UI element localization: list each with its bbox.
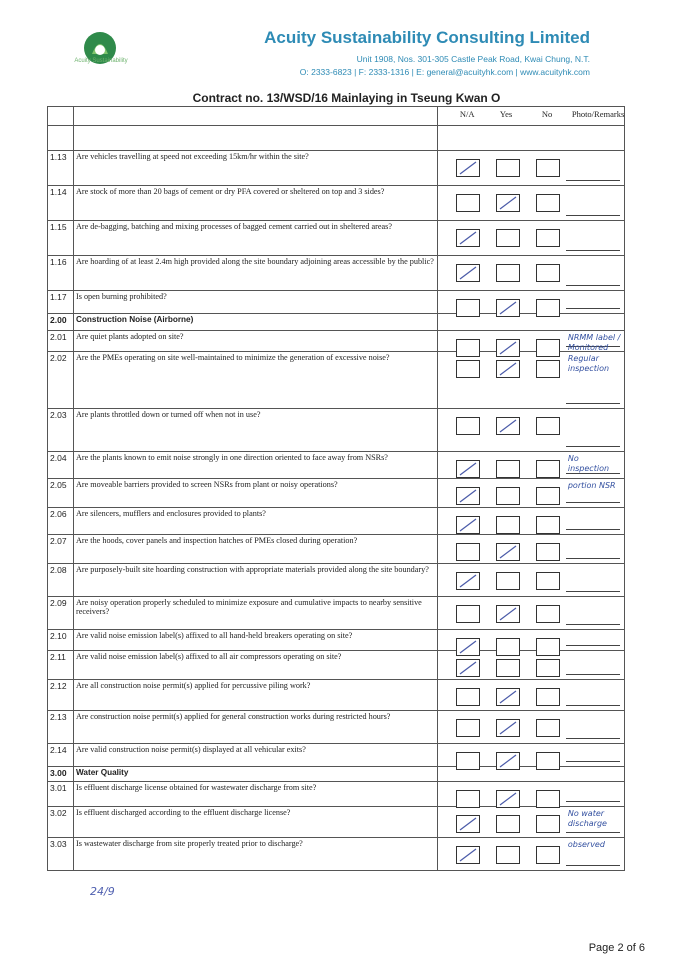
checkbox-yes[interactable]: [496, 719, 520, 737]
item-question: Construction Noise (Airborne): [73, 314, 437, 331]
item-answers: [437, 151, 624, 186]
header-yes: Yes: [499, 109, 513, 119]
remark-text: Regular inspection: [567, 354, 610, 373]
checkbox-yes[interactable]: [496, 417, 520, 435]
table-row: [48, 352, 625, 409]
item-question: Are plants throttled down or turned off when not in use?: [73, 409, 437, 452]
table-row: [48, 314, 625, 331]
item-question: Are the PMEs operating on site well-maintained to minimize the generation of excessive noise?: [73, 352, 437, 409]
remark-line: [566, 446, 620, 447]
header-number: [48, 107, 74, 126]
remark-line: [566, 674, 620, 675]
item-question: Water Quality: [73, 767, 437, 782]
remark-line: [566, 529, 620, 530]
item-question: Are noisy operation properly scheduled to minimize exposure and cumulative impacts to nearby sensitive receivers?: [73, 597, 437, 630]
table-row: [48, 535, 625, 564]
header-na: N/A: [459, 109, 475, 119]
table-row: [48, 767, 625, 782]
remark-line: [566, 403, 620, 404]
item-number: 3.00: [48, 767, 74, 782]
table-row: [48, 651, 625, 680]
item-question: Is open burning prohibited?: [73, 291, 437, 314]
remark-text: No inspection: [567, 454, 610, 473]
item-answers: [437, 331, 624, 352]
checkbox-na[interactable]: [456, 159, 480, 177]
remark-text: No water discharge: [567, 809, 607, 828]
checkbox-yes[interactable]: [496, 516, 520, 534]
checkbox-no[interactable]: [536, 194, 560, 212]
table-row: [48, 409, 625, 452]
table-row: [48, 151, 625, 186]
checkbox-na[interactable]: [456, 543, 480, 561]
checkbox-no[interactable]: [536, 846, 560, 864]
item-number: 1.14: [48, 186, 74, 221]
remark-line: [566, 865, 620, 866]
table-row: [48, 744, 625, 767]
item-number: 2.05: [48, 479, 74, 508]
item-answers: [437, 782, 624, 807]
checkbox-yes[interactable]: [496, 659, 520, 677]
checkbox-yes[interactable]: [496, 229, 520, 247]
item-question: Are hoarding of at least 2.4m high provided along the site boundary adjoining areas accessible by the public?: [73, 256, 437, 291]
item-number: 2.08: [48, 564, 74, 597]
checkbox-na[interactable]: [456, 719, 480, 737]
checkbox-na[interactable]: [456, 194, 480, 212]
table-row: [48, 256, 625, 291]
item-answers: [437, 597, 624, 630]
checkbox-na[interactable]: [456, 790, 480, 808]
item-number: 2.09: [48, 597, 74, 630]
page-number: Page 2 of 6: [588, 942, 645, 954]
remark-text: portion NSR: [567, 481, 616, 490]
table-row: [48, 508, 625, 535]
checkbox-yes[interactable]: [496, 815, 520, 833]
remark-line: [566, 180, 620, 181]
remark-text: NRMM label / Monitored: [567, 333, 621, 352]
remark-text: observed: [567, 840, 605, 849]
table-row: [48, 452, 625, 479]
remark-line: [566, 558, 620, 559]
item-answers: [437, 314, 624, 331]
checkbox-na[interactable]: [456, 229, 480, 247]
checkbox-yes[interactable]: [496, 688, 520, 706]
item-number: 2.03: [48, 409, 74, 452]
checkbox-na[interactable]: [456, 360, 480, 378]
item-answers: [437, 744, 624, 767]
item-number: 2.07: [48, 535, 74, 564]
item-number: 2.00: [48, 314, 74, 331]
item-question: Are valid construction noise permit(s) displayed at all vehicular exits?: [73, 744, 437, 767]
table-row: [48, 807, 625, 838]
checkbox-no[interactable]: [536, 516, 560, 534]
blank-row: [48, 126, 625, 151]
checkbox-yes[interactable]: [496, 159, 520, 177]
checkbox-no[interactable]: [536, 572, 560, 590]
item-number: 3.02: [48, 807, 74, 838]
remark-line: [566, 801, 620, 802]
checkbox-na[interactable]: [456, 688, 480, 706]
table-row: [48, 564, 625, 597]
checkbox-na[interactable]: [456, 264, 480, 282]
checkbox-yes[interactable]: [496, 790, 520, 808]
item-answers: [437, 535, 624, 564]
checkbox-no[interactable]: [536, 159, 560, 177]
item-number: 2.06: [48, 508, 74, 535]
table-row: [48, 291, 625, 314]
checkbox-no[interactable]: [536, 460, 560, 478]
company-contact: O: 2333-6823 | F: 2333-1316 | E: general@acuityhk.com | www.acuityhk.com: [299, 67, 590, 77]
checkbox-na[interactable]: [456, 572, 480, 590]
remark-line: [566, 250, 620, 251]
item-question: Are all construction noise permit(s) applied for percussive piling work?: [73, 680, 437, 711]
item-question: Are construction noise permit(s) applied for general construction works during restricted hours?: [73, 711, 437, 744]
item-answers: [437, 630, 624, 651]
checkbox-no[interactable]: [536, 264, 560, 282]
checkbox-yes[interactable]: [496, 360, 520, 378]
item-answers: [437, 680, 624, 711]
remark-line: [566, 502, 620, 503]
checkbox-na[interactable]: [456, 487, 480, 505]
item-answers: [437, 564, 624, 597]
company-name: Acuity Sustainability Consulting Limited: [264, 28, 590, 47]
item-number: 2.02: [48, 352, 74, 409]
item-question: Are stock of more than 20 bags of cement or dry PFA covered or sheltered on top and 3 sides?: [73, 186, 437, 221]
item-question: Is effluent discharged according to the effluent discharge license?: [73, 807, 437, 838]
table-row: [48, 186, 625, 221]
remark-line: [566, 285, 620, 286]
item-answers: [437, 651, 624, 680]
checkbox-na[interactable]: [456, 516, 480, 534]
checkbox-no[interactable]: [536, 659, 560, 677]
item-answers: [437, 221, 624, 256]
item-answers: [437, 409, 624, 452]
item-answers: [437, 838, 624, 871]
checkbox-yes[interactable]: [496, 846, 520, 864]
checkbox-na[interactable]: [456, 417, 480, 435]
item-number: 1.16: [48, 256, 74, 291]
item-number: 3.03: [48, 838, 74, 871]
checkbox-na[interactable]: [456, 605, 480, 623]
checkbox-yes[interactable]: [496, 487, 520, 505]
checklist-table: [47, 106, 625, 871]
item-question: Are purposely-built site hoarding construction with appropriate materials provided along the site boundary?: [73, 564, 437, 597]
table-row: [48, 680, 625, 711]
item-number: 2.14: [48, 744, 74, 767]
item-number: 1.15: [48, 221, 74, 256]
item-answers: [437, 186, 624, 221]
item-question: Are quiet plants adopted on site?: [73, 331, 437, 352]
item-question: Is wastewater discharge from site properly treated prior to discharge?: [73, 838, 437, 871]
item-number: 2.10: [48, 630, 74, 651]
item-number: 2.01: [48, 331, 74, 352]
remark-line: [566, 308, 620, 309]
table-header-row: [48, 107, 625, 126]
remark-line: [566, 645, 620, 646]
item-answers: [437, 452, 624, 479]
item-question: Are the plants known to emit noise strongly in one direction oriented to face away from NSRs?: [73, 452, 437, 479]
item-answers: [437, 807, 624, 838]
header-remarks: Photo/Remarks: [571, 109, 625, 119]
checkbox-no[interactable]: [536, 719, 560, 737]
remark-line: [566, 705, 620, 706]
remark-line: [566, 624, 620, 625]
checkbox-no[interactable]: [536, 417, 560, 435]
checkbox-yes[interactable]: [496, 264, 520, 282]
table-row: [48, 782, 625, 807]
checkbox-yes[interactable]: [496, 605, 520, 623]
checkbox-no[interactable]: [536, 688, 560, 706]
checkbox-yes[interactable]: [496, 194, 520, 212]
checkbox-no[interactable]: [536, 790, 560, 808]
item-question: Are valid noise emission label(s) affixed to all air compressors operating on site?: [73, 651, 437, 680]
item-answers: [437, 256, 624, 291]
checkbox-na[interactable]: [456, 815, 480, 833]
logo-text: Acuity Sustainability: [74, 58, 128, 64]
item-number: 2.04: [48, 452, 74, 479]
item-answers: [437, 291, 624, 314]
table-row: [48, 711, 625, 744]
checkbox-yes[interactable]: [496, 543, 520, 561]
remark-line: [566, 761, 620, 762]
checkbox-no[interactable]: [536, 229, 560, 247]
header-no: No: [541, 109, 553, 119]
handwritten-date: 24/9: [90, 885, 115, 898]
item-question: Are vehicles travelling at speed not exceeding 15km/hr within the site?: [73, 151, 437, 186]
item-number: 1.13: [48, 151, 74, 186]
item-number: 3.01: [48, 782, 74, 807]
checkbox-yes[interactable]: [496, 572, 520, 590]
company-address: Unit 1908, Nos. 301-305 Castle Peak Road, Kwai Chung, N.T.: [356, 54, 590, 64]
remark-line: [566, 591, 620, 592]
table-row: [48, 597, 625, 630]
table-row: [48, 331, 625, 352]
table-row: [48, 221, 625, 256]
checkbox-no[interactable]: [536, 605, 560, 623]
item-question: Are the hoods, cover panels and inspection hatches of PMEs closed during operation?: [73, 535, 437, 564]
checkbox-no[interactable]: [536, 360, 560, 378]
table-row: [48, 838, 625, 871]
header-answers: [437, 107, 624, 126]
remark-line: [566, 738, 620, 739]
item-answers: [437, 767, 624, 782]
item-number: 2.13: [48, 711, 74, 744]
header-question: [73, 107, 437, 126]
company-logo: [68, 18, 132, 78]
item-answers: [437, 352, 624, 409]
remark-line: [566, 832, 620, 833]
item-question: Is effluent discharge license obtained for wastewater discharge from site?: [73, 782, 437, 807]
checkbox-no[interactable]: [536, 815, 560, 833]
item-question: Are de-bagging, batching and mixing processes of bagged cement carried out in sheltered areas?: [73, 221, 437, 256]
item-question: Are moveable barriers provided to screen NSRs from plant or noisy operations?: [73, 479, 437, 508]
checkbox-no[interactable]: [536, 543, 560, 561]
checkbox-na[interactable]: [456, 659, 480, 677]
checkbox-no[interactable]: [536, 487, 560, 505]
item-number: 2.12: [48, 680, 74, 711]
checkbox-yes[interactable]: [496, 460, 520, 478]
item-answers: [437, 508, 624, 535]
item-number: 1.17: [48, 291, 74, 314]
checkbox-na[interactable]: [456, 846, 480, 864]
table-row: [48, 630, 625, 651]
item-question: Are valid noise emission label(s) affixed to all hand-held breakers operating on site?: [73, 630, 437, 651]
item-number: 2.11: [48, 651, 74, 680]
remark-line: [566, 215, 620, 216]
item-answers: [437, 479, 624, 508]
table-row: [48, 479, 625, 508]
item-question: Are silencers, mufflers and enclosures provided to plants?: [73, 508, 437, 535]
checkbox-na[interactable]: [456, 460, 480, 478]
item-answers: [437, 711, 624, 744]
contract-title: Contract no. 13/WSD/16 Mainlaying in Tseung Kwan O: [192, 91, 501, 105]
